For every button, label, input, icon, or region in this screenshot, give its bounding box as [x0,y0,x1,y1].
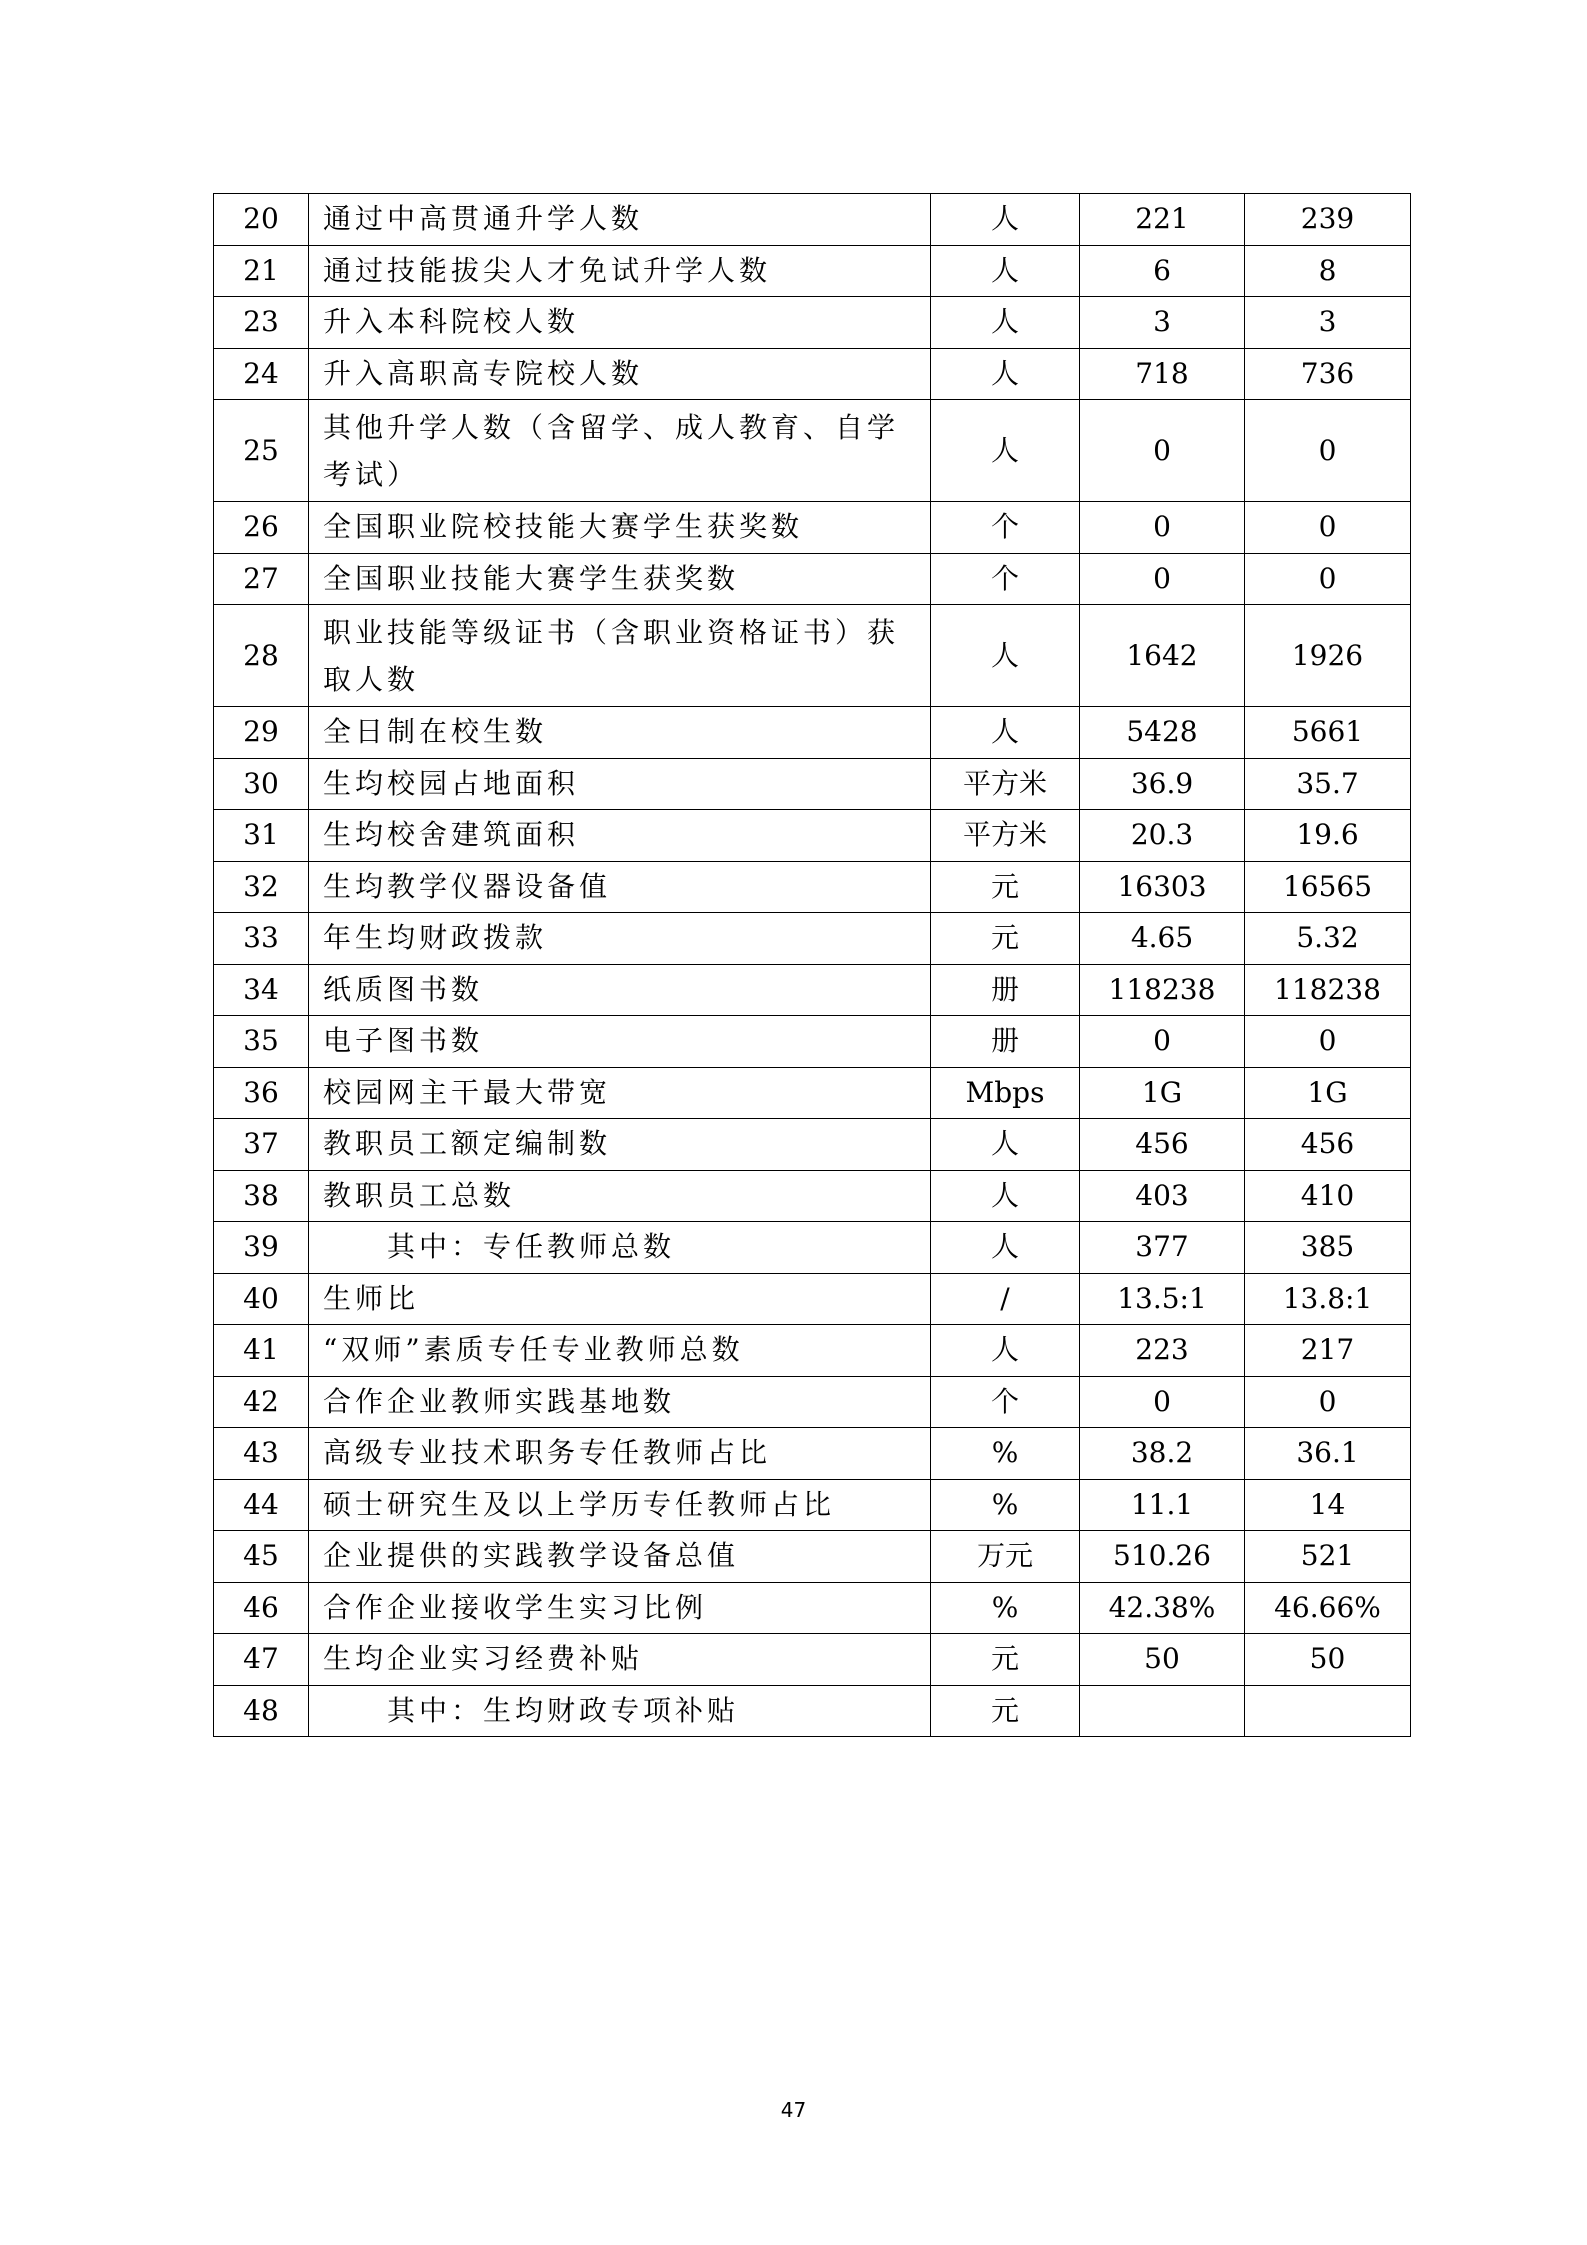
value-cell-second: 50 [1245,1634,1411,1686]
unit-cell: 册 [931,1016,1080,1068]
value-cell-first: 5428 [1080,707,1245,759]
item-name-cell: 教职员工总数 [309,1170,931,1222]
unit-cell: 人 [931,1119,1080,1171]
table-row [214,1531,1411,1583]
row-number-cell: 23 [214,297,309,349]
value-cell-first: 718 [1080,348,1245,400]
row-number-cell: 26 [214,502,309,554]
unit-cell: 个 [931,1376,1080,1428]
item-name-cell: 全国职业技能大赛学生获奖数 [309,553,931,605]
item-name-cell: “双师”素质专任专业教师总数 [309,1325,931,1377]
unit-cell: 平方米 [931,758,1080,810]
value-cell-second: 239 [1245,194,1411,246]
statistics-table [213,193,1411,1737]
value-cell-second: 5.32 [1245,913,1411,965]
item-name-cell: 硕士研究生及以上学历专任教师占比 [309,1479,931,1531]
row-number-cell: 35 [214,1016,309,1068]
table-row [214,553,1411,605]
table-row [214,400,1411,502]
row-number-cell: 25 [214,400,309,502]
value-cell-first: 20.3 [1080,810,1245,862]
table-row [214,1067,1411,1119]
unit-cell: 元 [931,913,1080,965]
table-row [214,1119,1411,1171]
value-cell-first: 50 [1080,1634,1245,1686]
table-row [214,1376,1411,1428]
item-name-cell: 合作企业接收学生实习比例 [309,1582,931,1634]
table-row [214,964,1411,1016]
unit-cell: % [931,1428,1080,1480]
value-cell-second: 0 [1245,553,1411,605]
item-name-cell: 高级专业技术职务专任教师占比 [309,1428,931,1480]
table-row [214,1222,1411,1274]
row-number-cell: 37 [214,1119,309,1171]
item-name-cell: 生均企业实习经费补贴 [309,1634,931,1686]
value-cell-second: 118238 [1245,964,1411,1016]
value-cell-first: 1642 [1080,605,1245,707]
table-row [214,1170,1411,1222]
table-row [214,1273,1411,1325]
item-name-cell: 全日制在校生数 [309,707,931,759]
value-cell-second: 1G [1245,1067,1411,1119]
table-row [214,1428,1411,1480]
row-number-cell: 32 [214,861,309,913]
row-number-cell: 40 [214,1273,309,1325]
unit-cell: 元 [931,1634,1080,1686]
value-cell-first: 13.5:1 [1080,1273,1245,1325]
table-row [214,758,1411,810]
row-number-cell: 28 [214,605,309,707]
row-number-cell: 20 [214,194,309,246]
item-name-cell: 其中：专任教师总数 [309,1222,931,1274]
value-cell-first: 0 [1080,502,1245,554]
row-number-cell: 38 [214,1170,309,1222]
table-row [214,605,1411,707]
table-row [214,502,1411,554]
item-name-cell: 合作企业教师实践基地数 [309,1376,931,1428]
value-cell-first: 456 [1080,1119,1245,1171]
value-cell-second: 5661 [1245,707,1411,759]
table-row [214,1634,1411,1686]
row-number-cell: 21 [214,245,309,297]
item-name-cell: 电子图书数 [309,1016,931,1068]
unit-cell: 元 [931,1685,1080,1737]
unit-cell: 人 [931,1325,1080,1377]
value-cell-first: 0 [1080,553,1245,605]
unit-cell: 元 [931,861,1080,913]
unit-cell: 平方米 [931,810,1080,862]
unit-cell: 人 [931,348,1080,400]
value-cell-first: 42.38% [1080,1582,1245,1634]
unit-cell: 人 [931,1222,1080,1274]
item-name-cell: 其中：生均财政专项补贴 [309,1685,931,1737]
item-name-cell: 生均校舍建筑面积 [309,810,931,862]
table-row [214,810,1411,862]
value-cell-first: 403 [1080,1170,1245,1222]
row-number-cell: 45 [214,1531,309,1583]
unit-cell: % [931,1582,1080,1634]
value-cell-second: 14 [1245,1479,1411,1531]
unit-cell: 人 [931,297,1080,349]
unit-cell: 人 [931,400,1080,502]
value-cell-first: 3 [1080,297,1245,349]
unit-cell: 个 [931,553,1080,605]
item-name-cell: 通过技能拔尖人才免试升学人数 [309,245,931,297]
row-number-cell: 33 [214,913,309,965]
item-name-cell: 全国职业院校技能大赛学生获奖数 [309,502,931,554]
item-name-cell: 生均教学仪器设备值 [309,861,931,913]
unit-cell: 册 [931,964,1080,1016]
table-row [214,861,1411,913]
item-name-cell: 职业技能等级证书（含职业资格证书）获取人数 [309,605,931,707]
row-number-cell: 44 [214,1479,309,1531]
page-number: 47 [780,2098,807,2122]
value-cell-first: 11.1 [1080,1479,1245,1531]
value-cell-second: 410 [1245,1170,1411,1222]
unit-cell: 万元 [931,1531,1080,1583]
table-row [214,348,1411,400]
value-cell-first: 377 [1080,1222,1245,1274]
table-row [214,707,1411,759]
unit-cell: 人 [931,707,1080,759]
value-cell-second: 456 [1245,1119,1411,1171]
value-cell-first [1080,1685,1245,1737]
row-number-cell: 39 [214,1222,309,1274]
value-cell-first: 38.2 [1080,1428,1245,1480]
unit-cell: Mbps [931,1067,1080,1119]
value-cell-first: 4.65 [1080,913,1245,965]
value-cell-first: 510.26 [1080,1531,1245,1583]
value-cell-second: 0 [1245,1016,1411,1068]
row-number-cell: 48 [214,1685,309,1737]
value-cell-first: 0 [1080,1376,1245,1428]
value-cell-second: 521 [1245,1531,1411,1583]
table-row [214,297,1411,349]
value-cell-second: 217 [1245,1325,1411,1377]
unit-cell: % [931,1479,1080,1531]
item-name-cell: 升入本科院校人数 [309,297,931,349]
row-number-cell: 36 [214,1067,309,1119]
table-row [214,1016,1411,1068]
row-number-cell: 34 [214,964,309,1016]
value-cell-first: 118238 [1080,964,1245,1016]
table-row [214,245,1411,297]
row-number-cell: 43 [214,1428,309,1480]
row-number-cell: 42 [214,1376,309,1428]
table-row [214,913,1411,965]
value-cell-second: 19.6 [1245,810,1411,862]
item-name-cell: 教职员工额定编制数 [309,1119,931,1171]
row-number-cell: 30 [214,758,309,810]
item-name-cell: 年生均财政拨款 [309,913,931,965]
value-cell-first: 221 [1080,194,1245,246]
value-cell-first: 0 [1080,1016,1245,1068]
table-row [214,1479,1411,1531]
table-row [214,1582,1411,1634]
value-cell-second: 3 [1245,297,1411,349]
table-row [214,1325,1411,1377]
unit-cell: 人 [931,194,1080,246]
value-cell-first: 16303 [1080,861,1245,913]
unit-cell: / [931,1273,1080,1325]
value-cell-second: 0 [1245,400,1411,502]
row-number-cell: 31 [214,810,309,862]
value-cell-second: 736 [1245,348,1411,400]
value-cell-first: 0 [1080,400,1245,502]
row-number-cell: 41 [214,1325,309,1377]
item-name-cell: 校园网主干最大带宽 [309,1067,931,1119]
value-cell-first: 1G [1080,1067,1245,1119]
unit-cell: 人 [931,605,1080,707]
value-cell-second: 1926 [1245,605,1411,707]
table-row [214,1685,1411,1737]
value-cell-second: 46.66% [1245,1582,1411,1634]
item-name-cell: 企业提供的实践教学设备总值 [309,1531,931,1583]
item-name-cell: 纸质图书数 [309,964,931,1016]
statistics-table-body [214,194,1411,1737]
value-cell-second: 35.7 [1245,758,1411,810]
value-cell-first: 223 [1080,1325,1245,1377]
value-cell-second: 13.8:1 [1245,1273,1411,1325]
table-row [214,194,1411,246]
row-number-cell: 29 [214,707,309,759]
row-number-cell: 46 [214,1582,309,1634]
unit-cell: 个 [931,502,1080,554]
row-number-cell: 27 [214,553,309,605]
item-name-cell: 生均校园占地面积 [309,758,931,810]
item-name-cell: 通过中高贯通升学人数 [309,194,931,246]
value-cell-second: 8 [1245,245,1411,297]
row-number-cell: 47 [214,1634,309,1686]
value-cell-second: 0 [1245,502,1411,554]
value-cell-second: 36.1 [1245,1428,1411,1480]
value-cell-second: 0 [1245,1376,1411,1428]
item-name-cell: 生师比 [309,1273,931,1325]
value-cell-second [1245,1685,1411,1737]
value-cell-second: 16565 [1245,861,1411,913]
value-cell-first: 6 [1080,245,1245,297]
unit-cell: 人 [931,1170,1080,1222]
row-number-cell: 24 [214,348,309,400]
item-name-cell: 升入高职高专院校人数 [309,348,931,400]
item-name-cell: 其他升学人数（含留学、成人教育、自学考试） [309,400,931,502]
value-cell-first: 36.9 [1080,758,1245,810]
unit-cell: 人 [931,245,1080,297]
value-cell-second: 385 [1245,1222,1411,1274]
